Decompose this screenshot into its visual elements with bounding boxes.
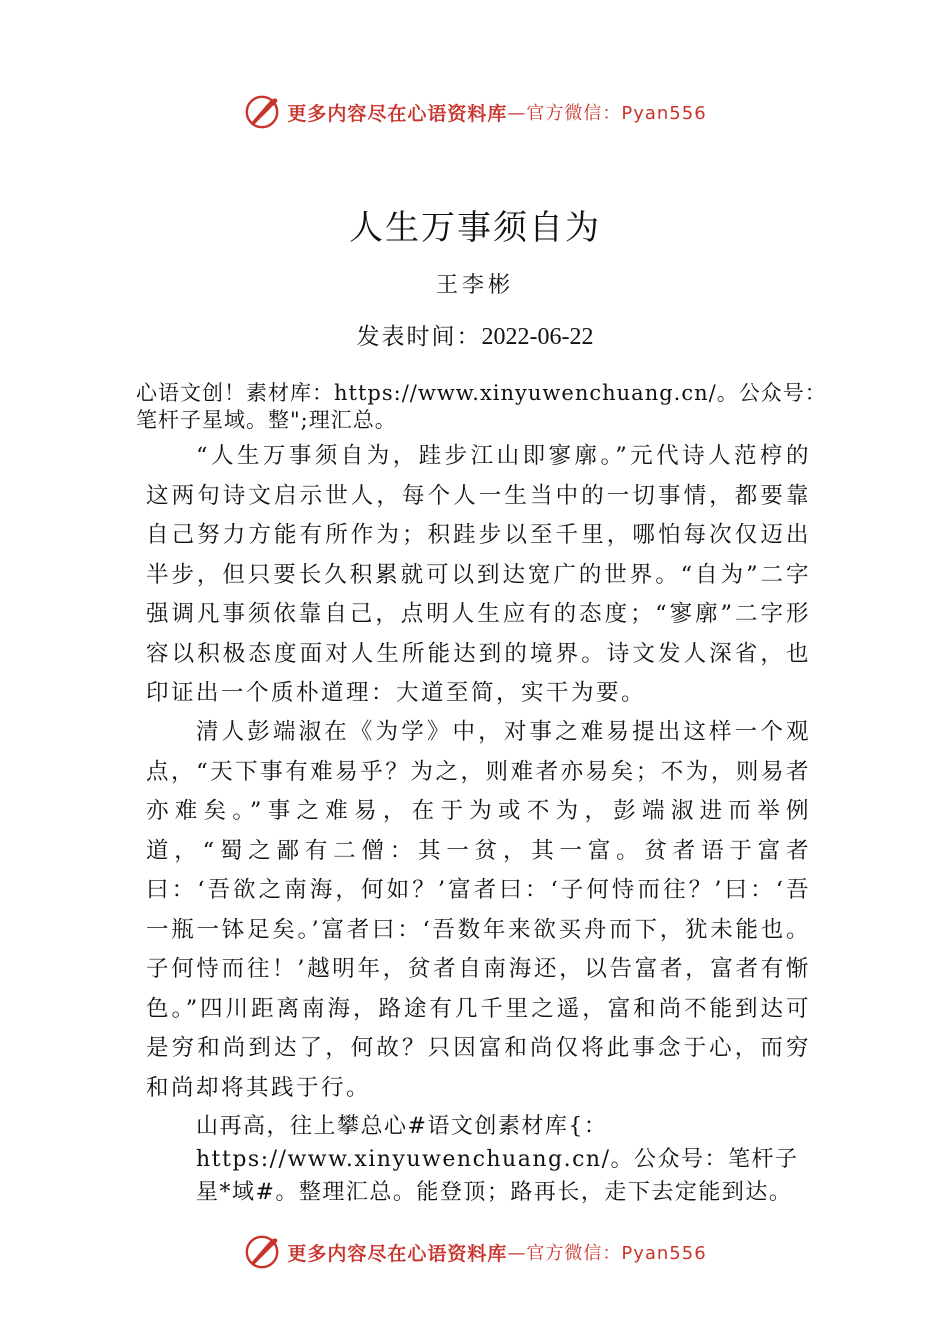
article-author: 王李彬 <box>435 273 514 298</box>
quill-pen-logo-icon <box>243 93 281 131</box>
publish-date <box>0 318 950 351</box>
publish-date-label: 发表时间： <box>356 324 482 350</box>
body-paragraph-1: “人生万事须自为，跬步江山即寥廓。”元代诗人范梈的这两句诗文启示世人，每个人一生当中的一切事情，都要靠自己努力方能有所作为；积跬步以至千里，哪怕每次仅迈出半步，但只要长久积累就可以到达宽广的世界。“自为”二字强调凡事须依靠自己，点明人生应有的态度；“寥廓”二字形容以积极态度面对人生所能达到的境界。诗文发人深省，也印证出一个质朴道理：大道至简，实干为要。 <box>146 443 811 706</box>
quill-pen-logo-icon <box>243 1233 281 1271</box>
banner-wechat-text: —官方微信：Pyan556 <box>507 103 707 124</box>
source-notice: 心语文创！素材库：https://www.xinyuwenchuang.cn/。公众号：笔杆子星域。整";理汇总。 <box>136 381 827 432</box>
body-paragraph-2: 清人彭端淑在《为学》中，对事之难易提出这样一个观点，“天下事有难易乎？为之，则难者亦易矣；不为，则易者亦难矣。”事之难易，在于为或不为，彭端淑进而举例道，“蜀之鄙有二僧：其一贫，其一富。贫者语于富者曰：‘吾欲之南海，何如？’富者曰：‘子何恃而往？’曰：‘吾一瓶一钵足矣。’富者曰：‘吾数年来欲买舟而下，犹未能也。子何恃而往！’越明年，贫者自南海还，以告富者，富者有惭色。”四川距离南海，路途有几千里之遥，富和尚不能到达可是穷和尚到达了，何故？只因富和尚仅将此事念于心，而穷和尚却将其践于行。 <box>146 719 811 1101</box>
publish-date-value: 2022-06-22 <box>481 324 594 350</box>
banner-main-text: 更多内容尽在心语资料库 <box>287 102 508 125</box>
header-watermark-banner <box>0 92 950 132</box>
article-title: 人生万事须自为 <box>349 208 601 248</box>
closing-paragraph: 山再高，往上攀总心#语文创素材库{：https://www.xinyuwenchuang.cn/。公众号：笔杆子星*域#。整理汇总。能登顶；路再长，走下去定能到达。 <box>196 1114 799 1205</box>
footer-watermark-banner <box>0 1232 950 1272</box>
banner-main-text: 更多内容尽在心语资料库 <box>287 1242 508 1265</box>
banner-wechat-text: —官方微信：Pyan556 <box>507 1243 707 1264</box>
